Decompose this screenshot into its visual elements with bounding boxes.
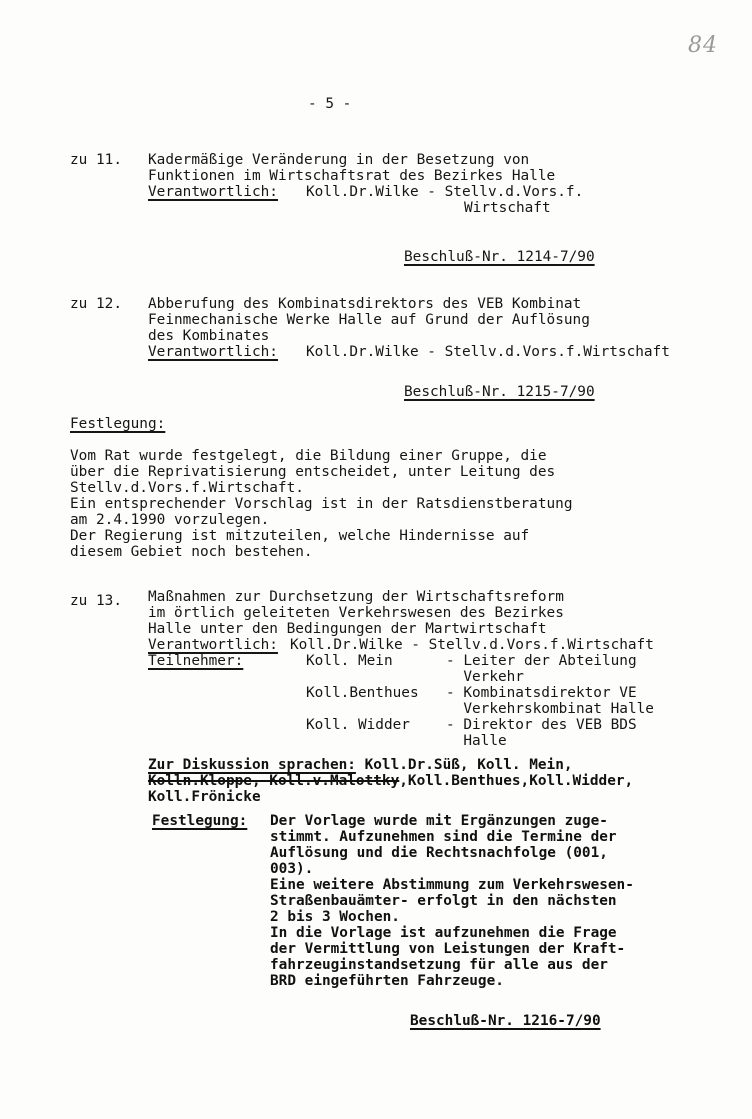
item-13-decision-number: Beschluß-Nr. 1216-7/90 — [410, 1013, 601, 1029]
discussion-line — [148, 773, 633, 789]
item-13-festlegung-line: Straßenbauämter- erfolgt in den nächsten — [270, 893, 617, 909]
item-12-title-line: des Kombinates — [148, 328, 270, 344]
item-11-responsible-continued: Wirtschaft — [464, 200, 551, 216]
item-13-title-line: Maßnahmen zur Durchsetzung der Wirtschaftsreform — [148, 589, 564, 605]
festlegung-line: Vom Rat wurde festgelegt, die Bildung einer Gruppe, die — [70, 448, 547, 464]
item-13-festlegung-label: Festlegung: — [152, 813, 248, 829]
festlegung-heading: Festlegung: — [70, 416, 166, 432]
discussion-speakers: ,Koll.Benthues,Koll.Widder, — [399, 773, 634, 789]
handwritten-page-number: 84 — [688, 33, 718, 58]
item-13-festlegung-line: In die Vorlage ist aufzunehmen die Frage — [270, 925, 617, 941]
item-13-festlegung-line: 2 bis 3 Wochen. — [270, 909, 400, 925]
item-12-decision-number: Beschluß-Nr. 1215-7/90 — [404, 384, 595, 400]
item-12-label: zu 12. — [70, 296, 122, 312]
item-11-responsible-value: Koll.Dr.Wilke - Stellv.d.Vors.f. — [306, 184, 584, 200]
discussion-speakers: Koll.Dr.Süß, Koll. Mein, — [355, 757, 573, 773]
item-12-title-line: Feinmechanische Werke Halle auf Grund der Auflösung — [148, 312, 590, 328]
item-13-festlegung-line: stimmt. Aufzunehmen sind die Termine der — [270, 829, 617, 845]
item-13-title-line: Halle unter den Bedingungen der Martwirtschaft — [148, 621, 547, 637]
participant-role-line: Verkehr — [446, 669, 524, 685]
participant-role-line: - Direktor des VEB BDS — [446, 717, 637, 733]
item-13-festlegung-line: Auflösung und die Rechtsnachfolge (001, — [270, 845, 608, 861]
item-12-responsible-value: Koll.Dr.Wilke - Stellv.d.Vors.f.Wirtschaft — [306, 344, 670, 360]
item-13-festlegung-line: fahrzeuginstandsetzung für alle aus der — [270, 957, 608, 973]
item-13-festlegung-line: der Vermittlung von Leistungen der Kraft- — [270, 941, 626, 957]
item-13-participants-label: Teilnehmer: — [148, 653, 244, 669]
participant-name: Koll. Mein — [306, 653, 393, 669]
discussion-line — [148, 757, 573, 773]
participant-role-line: Verkehrskombinat Halle — [446, 701, 654, 717]
festlegung-line: Ein entsprechender Vorschlag ist in der Ratsdienstberatung — [70, 496, 573, 512]
item-11-decision-number: Beschluß-Nr. 1214-7/90 — [404, 249, 595, 265]
item-13-festlegung-line: 003). — [270, 861, 314, 877]
item-11-responsible-label: Verantwortlich: — [148, 184, 278, 200]
item-13-festlegung-line: BRD eingeführten Fahrzeuge. — [270, 973, 504, 989]
participant-name: Koll.Benthues — [306, 685, 419, 701]
festlegung-line: über die Reprivatisierung entscheidet, unter Leitung des — [70, 464, 556, 480]
festlegung-line: Der Regierung ist mitzuteilen, welche Hindernisse auf — [70, 528, 530, 544]
item-12-responsible-label: Verantwortlich: — [148, 344, 278, 360]
festlegung-line: diesem Gebiet noch bestehen. — [70, 544, 313, 560]
item-11-title-line: Funktionen im Wirtschaftsrat des Bezirkes Halle — [148, 168, 556, 184]
item-13-festlegung-line: Eine weitere Abstimmung zum Verkehrswesen- — [270, 877, 634, 893]
participant-name: Koll. Widder — [306, 717, 410, 733]
item-13-responsible-value: Koll.Dr.Wilke - Stellv.d.Vors.f.Wirtschaft — [290, 637, 654, 653]
festlegung-line: am 2.4.1990 vorzulegen. — [70, 512, 270, 528]
item-12-title-line: Abberufung des Kombinatsdirektors des VEB Kombinat — [148, 296, 582, 312]
discussion-speakers-struck: Kolln.Kloppe, Koll.v.Malottky — [148, 773, 400, 789]
item-13-responsible-label: Verantwortlich: — [148, 637, 278, 653]
item-13-label: zu 13. — [70, 593, 122, 609]
item-13-title-line: im örtlich geleiteten Verkehrswesen des Bezirkes — [148, 605, 564, 621]
discussion-label: Zur Diskussion sprachen: — [148, 757, 356, 773]
item-13-festlegung-line: Der Vorlage wurde mit Ergänzungen zuge- — [270, 813, 608, 829]
participant-role-line: - Kombinatsdirektor VE — [446, 685, 637, 701]
participant-role-line: - Leiter der Abteilung — [446, 653, 637, 669]
item-11-title-line: Kadermäßige Veränderung in der Besetzung von — [148, 152, 530, 168]
page-number: - 5 - — [308, 96, 352, 112]
participant-role-line: Halle — [446, 733, 507, 749]
item-11-label: zu 11. — [70, 152, 122, 168]
discussion-line: Koll.Frönicke — [148, 789, 261, 805]
festlegung-line: Stellv.d.Vors.f.Wirtschaft. — [70, 480, 304, 496]
